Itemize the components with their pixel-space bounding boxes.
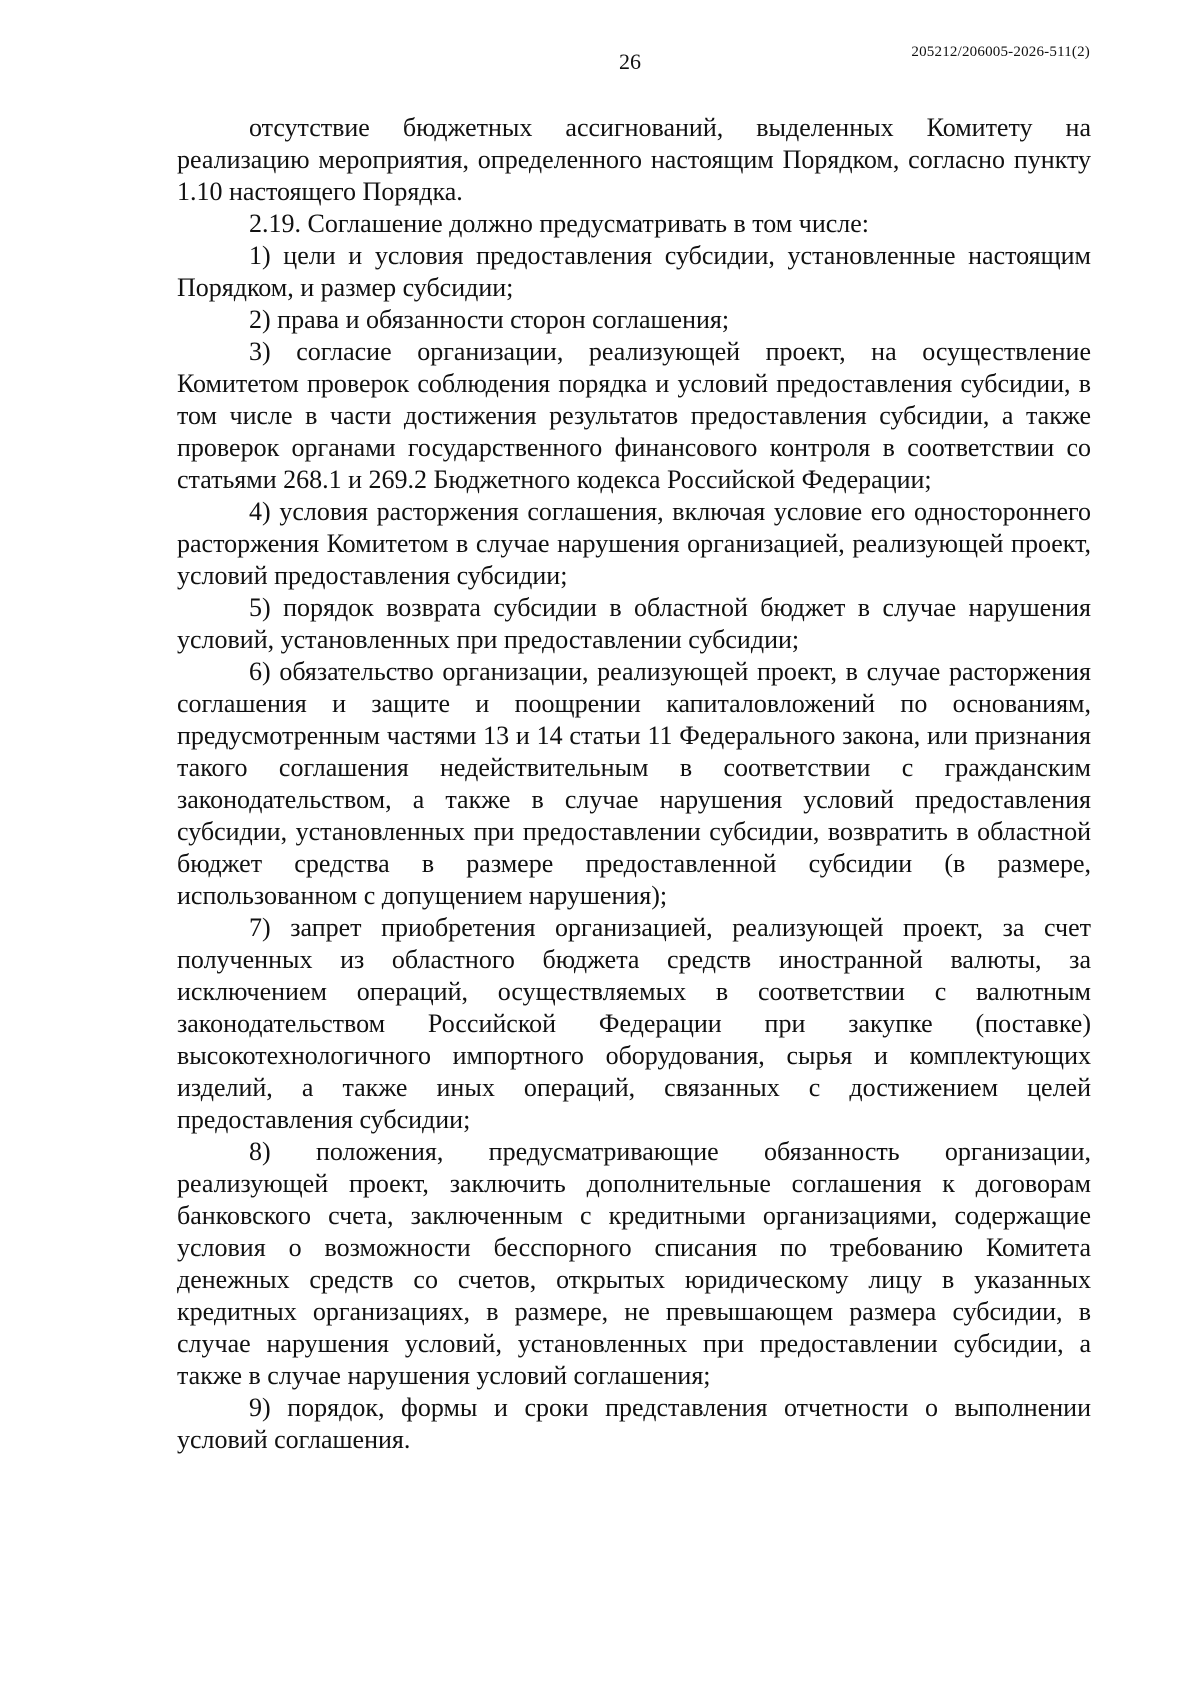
list-item-3: 3) согласие организации, реализующей проект, на осуществление Комитетом проверок соблюдения порядка и условий предоставления субсидии, в том числе в части достижения результатов предоставления субсидии, а также проверок органами государственного финансового контроля в соответствии со статьями 268.1 и 269.2 Бюджетного кодекса Российской Федерации; <box>177 337 1091 494</box>
list-item-5: 5) порядок возврата субсидии в областной бюджет в случае нарушения условий, установленных при предоставлении субсидии; <box>177 593 1091 654</box>
list-item-8: 8) положения, предусматривающие обязанность организации, реализующей проект, заключить дополнительные соглашения к договорам банковского счета, заключенным с кредитными организациями, содержащие условия о возможности бесспорного списания по требованию Комитета денежных средств со счетов, открытых юридическому лицу в указанных кредитных организациях, в размере, не превышающем размера субсидии, в случае нарушения условий, установленных при предоставлении субсидии, а также в случае нарушения условий соглашения; <box>177 1137 1091 1390</box>
document-registration-code: 205212/206005-2026-511(2) <box>911 44 1090 60</box>
list-item-1: 1) цели и условия предоставления субсидии, установленные настоящим Порядком, и размер субсидии; <box>177 241 1091 302</box>
list-item-4: 4) условия расторжения соглашения, включая условие его одностороннего расторжения Комитетом в случае нарушения организацией, реализующей проект, условий предоставления субсидии; <box>177 497 1091 590</box>
list-item-2: 2) права и обязанности сторон соглашения; <box>249 305 730 334</box>
paragraph-continuation: отсутствие бюджетных ассигнований, выделенных Комитету на реализацию мероприятия, определенного настоящим Порядком, согласно пункту 1.10 настоящего Порядка. <box>177 113 1091 206</box>
list-item-6: 6) обязательство организации, реализующей проект, в случае расторжения соглашения и защите и поощрении капиталовложений по основаниям, предусмотренным частями 13 и 14 статьи 11 Федерального закона, или признания такого соглашения недействительным в соответствии с гражданским законодательством, а также в случае нарушения условий предоставления субсидии, установленных при предоставлении субсидии, возвратить в областной бюджет средства в размере предоставленной субсидии (в размере, использованном с допущением нарушения); <box>177 657 1091 910</box>
document-body <box>177 112 1091 1456</box>
paragraph-2-19-heading: 2.19. Соглашение должно предусматривать в том числе: <box>249 209 870 238</box>
list-item-9: 9) порядок, формы и сроки представления отчетности о выполнении условий соглашения. <box>177 1393 1091 1454</box>
page-number: 26 <box>619 49 641 74</box>
list-item-7: 7) запрет приобретения организацией, реализующей проект, за счет полученных из областного бюджета средств иностранной валюты, за исключением операций, осуществляемых в соответствии с валютным законодательством Российской Федерации при закупке (поставке) высокотехнологичного импортного оборудования, сырья и комплектующих изделий, а также иных операций, связанных с достижением целей предоставления субсидии; <box>177 913 1091 1134</box>
